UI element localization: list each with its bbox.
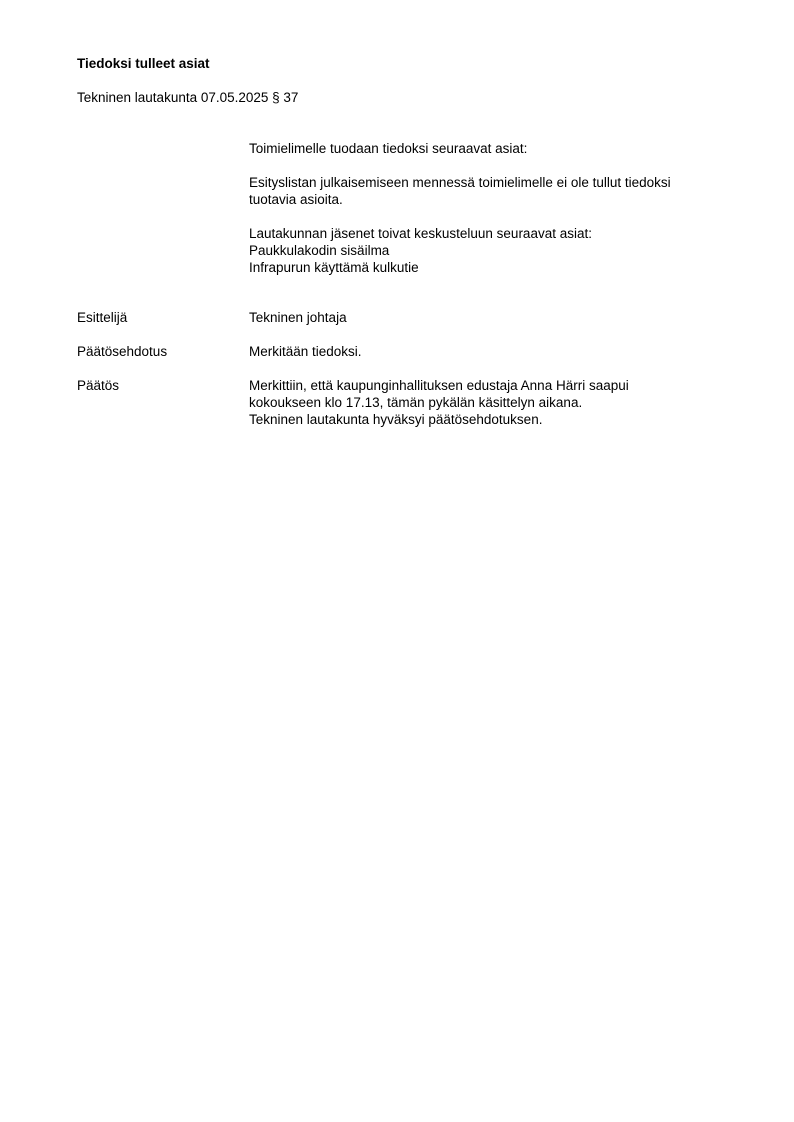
decision-line: Merkittiin, että kaupunginhallituksen edustaja Anna Härri saapui: [249, 378, 629, 393]
decision-line: Tekninen lautakunta hyväksyi päätösehdotuksen.: [249, 412, 543, 427]
document-title: Tiedoksi tulleet asiat: [77, 56, 210, 71]
proposal-value: Merkitään tiedoksi.: [249, 344, 362, 359]
decision-label: Päätös: [77, 378, 120, 393]
meeting-reference: Tekninen lautakunta 07.05.2025 § 37: [77, 90, 299, 105]
topic-item: Infrapurun käyttämä kulkutie: [249, 260, 419, 275]
no-items-line-2: tuotavia asioita.: [249, 192, 343, 207]
no-items-paragraph: [249, 174, 729, 208]
intro-paragraph: [249, 140, 729, 157]
decision-line: kokoukseen klo 17.13, tämän pykälän käsittelyn aikana.: [249, 395, 583, 410]
members-topics-paragraph: [249, 225, 729, 276]
intro-text: Toimielimelle tuodaan tiedoksi seuraavat asiat:: [249, 141, 528, 156]
decision-value: [249, 377, 719, 428]
presenter-label: Esittelijä: [77, 310, 128, 325]
presenter-value: Tekninen johtaja: [249, 310, 347, 325]
members-intro-text: Lautakunnan jäsenet toivat keskusteluun seuraavat asiat:: [249, 226, 592, 241]
no-items-line-1: Esityslistan julkaisemiseen mennessä toimielimelle ei ole tullut tiedoksi: [249, 175, 671, 190]
proposal-label: Päätösehdotus: [77, 344, 168, 359]
topic-item: Paukkulakodin sisäilma: [249, 243, 390, 258]
